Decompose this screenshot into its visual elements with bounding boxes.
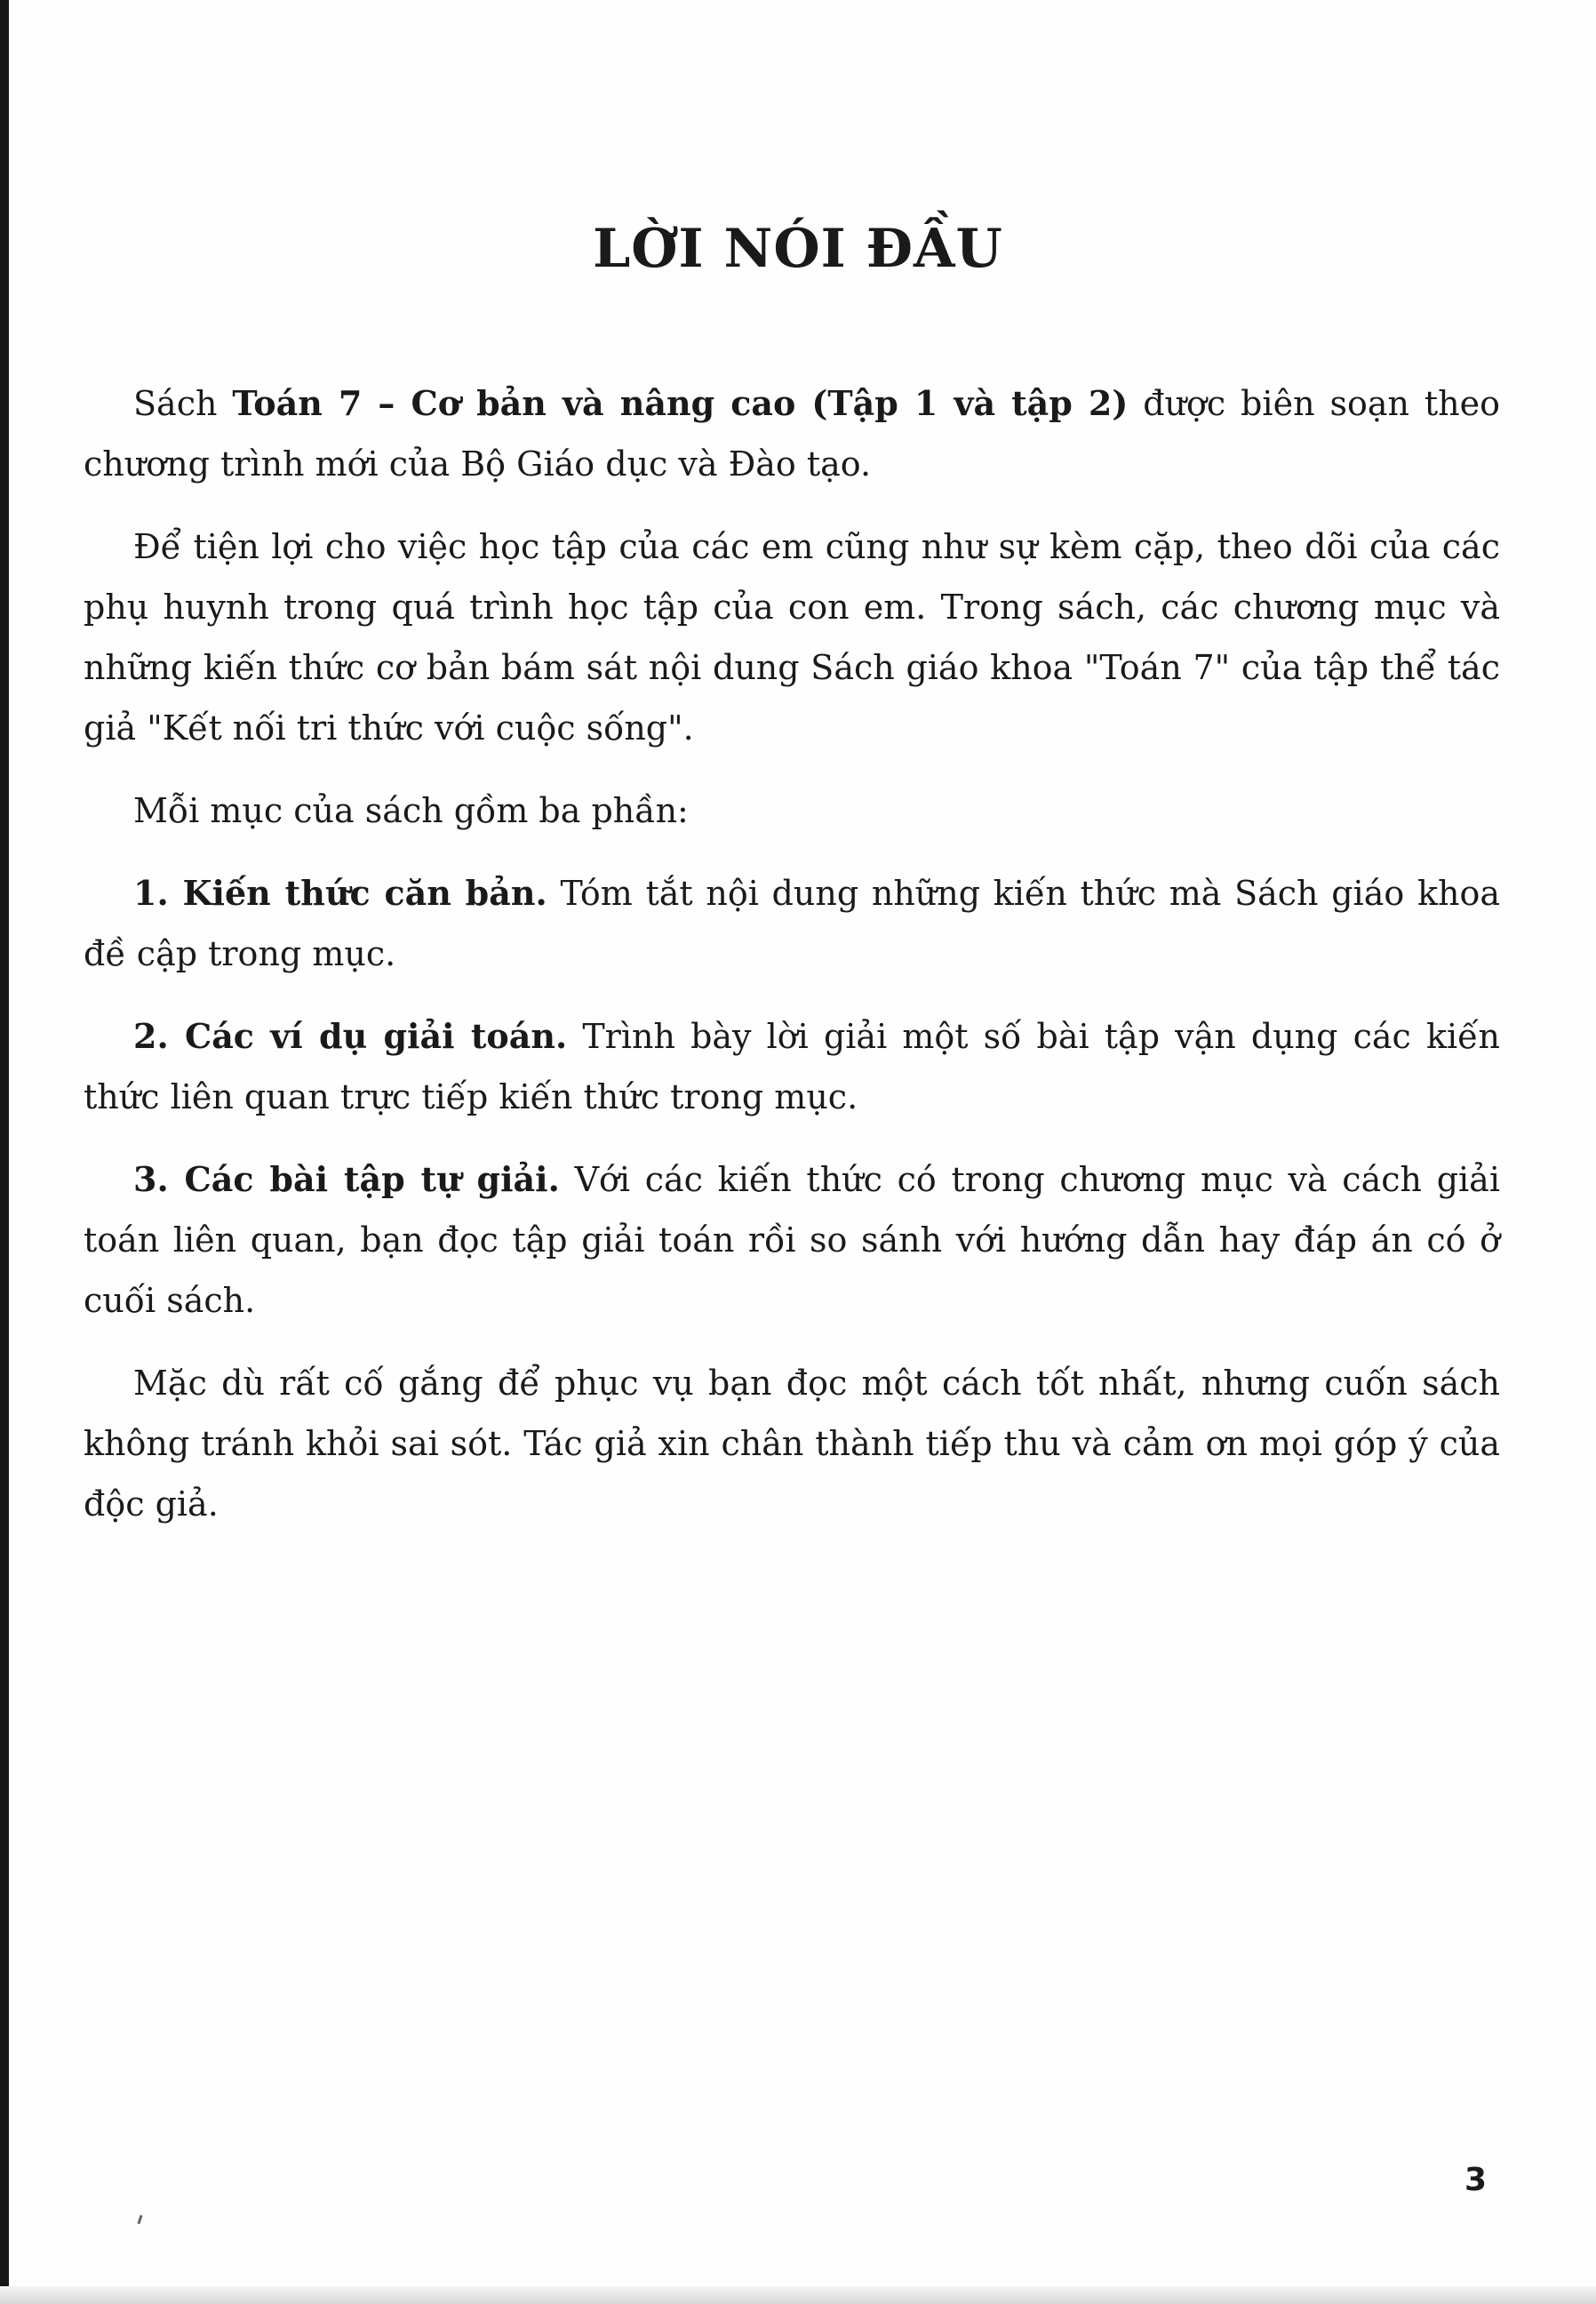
part-heading: 2. Các ví dụ giải toán.: [133, 1016, 568, 1056]
intro-paragraph: [84, 373, 1500, 494]
intro-lead: Sách: [133, 384, 218, 423]
part-heading: 3. Các bài tập tự giải.: [133, 1159, 560, 1199]
page-title: LỜI NÓI ĐẦU: [593, 218, 1003, 281]
part-text: Với các kiến thức có trong chương mục và cách giải toán liên quan, bạn đọc tập giải toán rồi so sánh với hướng dẫn hay đáp án có ở cuối sách.: [84, 1160, 1500, 1320]
part-text: Trình bày lời giải một số bài tập vận dụng các kiến thức liên quan trực tiếp kiến thức trong mục.: [84, 1017, 1500, 1116]
structure-paragraph: Mỗi mục của sách gồm ba phần:: [133, 791, 689, 830]
purpose-paragraph: Để tiện lợi cho việc học tập của các em cũng như sự kèm cặp, theo dõi của các phụ huynh trong quá trình học tập của con em. Trong sách, các chương mục và những kiến thức cơ bản bám sát nội dung Sách giáo khoa "Toán 7" của tập thể tác giả "Kết nối tri thức với cuộc sống".: [84, 527, 1500, 748]
intro-rest: được biên soạn theo chương trình mới của Bộ Giáo dục và Đào tạo.: [84, 384, 1500, 484]
part-item: [84, 863, 1500, 984]
page-number: 3: [1464, 2162, 1488, 2198]
part-item: [84, 1006, 1500, 1127]
preface-body: [84, 373, 1500, 1556]
part-heading: 1. Kiến thức căn bản.: [133, 873, 547, 913]
scan-left-edge: [0, 0, 9, 2304]
part-item: [84, 1149, 1500, 1331]
scan-speck: [138, 2215, 143, 2224]
part-text: Tóm tắt nội dung những kiến thức mà Sách giáo khoa đề cập trong mục.: [84, 874, 1500, 973]
book-title: Toán 7 – Cơ bản và nâng cao (Tập 1 và tập 2): [232, 383, 1129, 423]
closing-paragraph: Mặc dù rất cố gắng để phục vụ bạn đọc một cách tốt nhất, nhưng cuốn sách không tránh khỏi sai sót. Tác giả xin chân thành tiếp thu và cảm ơn mọi góp ý của độc giả.: [84, 1364, 1500, 1524]
scan-bottom-edge: [0, 2286, 1596, 2304]
